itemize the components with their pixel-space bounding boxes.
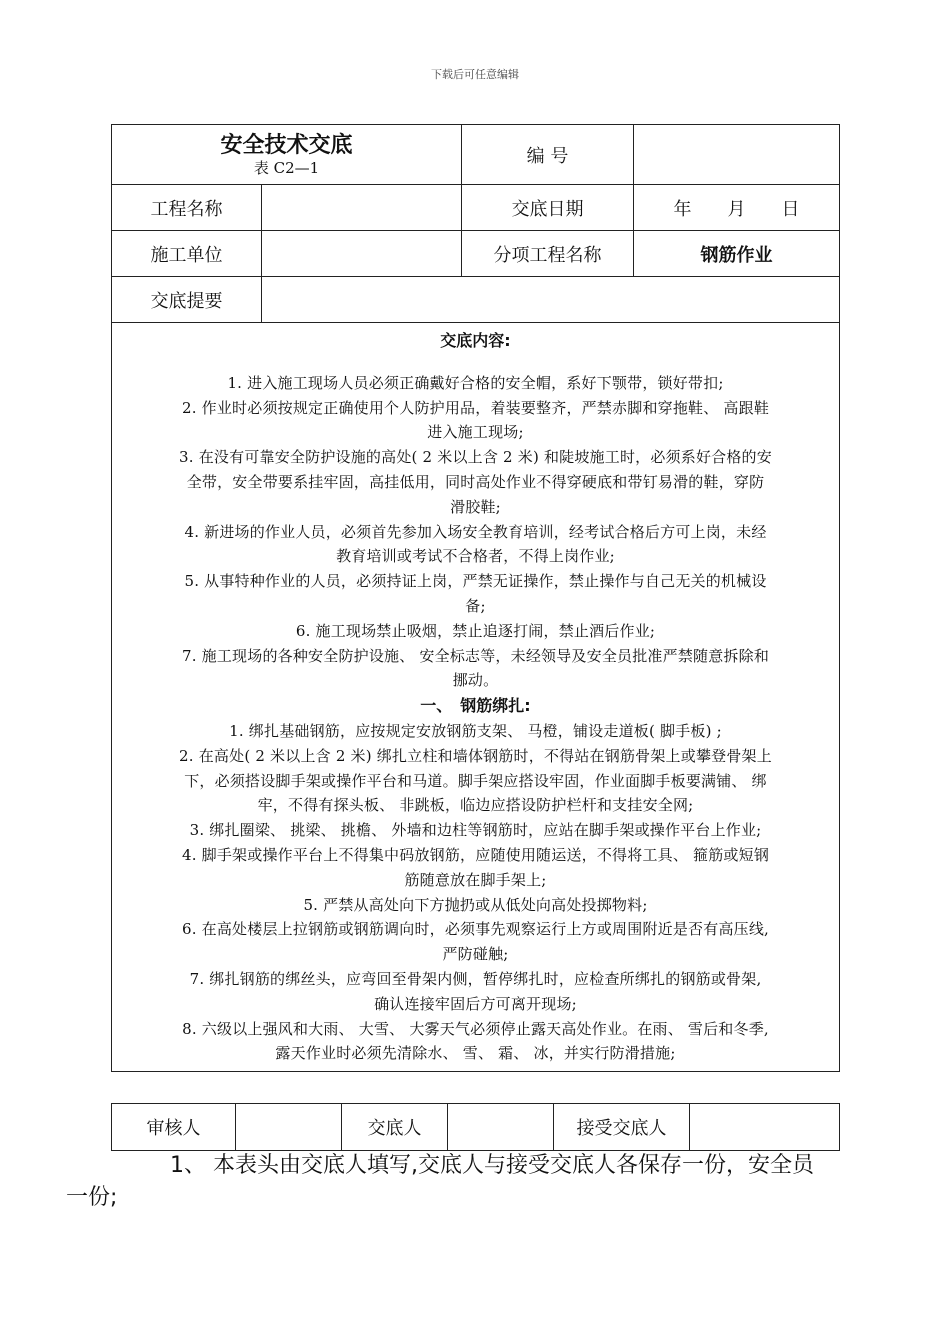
content-line: 挪动。 bbox=[452, 671, 499, 690]
content-line: 4. 脚手架或操作平台上不得集中码放钢筋，应随使用随运送，不得将工具、 箍筋或短钢 bbox=[181, 846, 770, 865]
form-title: 安全技术交底 bbox=[220, 132, 353, 158]
discloser-field[interactable] bbox=[448, 1104, 554, 1151]
content-line: 进入施工现场; bbox=[427, 423, 524, 442]
discloser-label: 交底人 bbox=[342, 1104, 448, 1151]
content-line: 筋随意放在脚手架上; bbox=[404, 870, 547, 889]
safety-disclosure-form bbox=[111, 124, 840, 1072]
content-line: 教育培训或考试不合格者，不得上岗作业; bbox=[336, 547, 615, 566]
summary-label: 交底提要 bbox=[112, 277, 262, 323]
content-line: 5. 从事特种作业的人员，必须持证上岗，严禁无证操作，禁止操作与自己无关的机械设 bbox=[184, 572, 767, 591]
footnote-text: 本表头由交底人填写,交底人与接受交底人各保存一份，安全员一份; bbox=[66, 1153, 814, 1210]
project-name-field[interactable] bbox=[262, 185, 462, 231]
content-line: 1. 进入施工现场人员必须正确戴好合格的安全帽，系好下颚带，锁好带扣; bbox=[227, 373, 724, 392]
construction-unit-label: 施工单位 bbox=[112, 231, 262, 277]
content-line: 严防碰触; bbox=[442, 945, 509, 964]
sub-project-label: 分项工程名称 bbox=[462, 231, 634, 277]
content-line: 4. 新进场的作业人员，必须首先参加入场安全教育培训，经考试合格后方可上岗，未经 bbox=[184, 522, 767, 541]
content-line: 8. 六级以上强风和大雨、 大雪、 大雾天气必须停止露天高处作业。在雨、 雪后和冬季, bbox=[182, 1019, 769, 1038]
form-code: 表 C2—1 bbox=[253, 158, 320, 177]
content-heading: 交底内容: bbox=[440, 330, 511, 350]
project-name-label: 工程名称 bbox=[112, 185, 262, 231]
number-label: 编 号 bbox=[462, 125, 634, 185]
signature-table bbox=[111, 1103, 840, 1151]
content-line: 2. 作业时必须按规定正确使用个人防护用品，着装要整齐，严禁赤脚和穿拖鞋、 高跟鞋 bbox=[181, 398, 770, 417]
content-line: 2. 在高处( 2 米以上含 2 米) 绑扎立柱和墙体钢筋时，不得站在钢筋骨架上或攀登骨架上 bbox=[179, 746, 772, 765]
watermark-text: 下载后可任意编辑 bbox=[431, 68, 519, 81]
receiver-label: 接受交底人 bbox=[554, 1104, 690, 1151]
content-line: 7. 施工现场的各种安全防护设施、 安全标志等，未经领导及安全员批准严禁随意拆除和 bbox=[181, 646, 770, 665]
content-line: 5. 严禁从高处向下方抛扔或从低处向高处投掷物料; bbox=[303, 895, 648, 914]
number-field[interactable] bbox=[634, 125, 840, 185]
content-line: 滑胶鞋; bbox=[450, 497, 501, 516]
disclosure-content bbox=[112, 323, 840, 1072]
content-line: 确认连接牢固后方可离开现场; bbox=[374, 994, 577, 1013]
section-heading: 一、 钢筋绑扎: bbox=[420, 696, 531, 716]
reviewer-label: 审核人 bbox=[112, 1104, 236, 1151]
content-line: 全带，安全带要系挂牢固，高挂低用，同时高处作业不得穿硬底和带钉易滑的鞋，穿防 bbox=[186, 472, 765, 491]
content-line: 3. 在没有可靠安全防护设施的高处( 2 米以上含 2 米) 和陡坡施工时，必须系好合格的安 bbox=[179, 448, 772, 467]
content-line: 7. 绑扎钢筋的绑丝头，应弯回至骨架内侧，暂停绑扎时，应检查所绑扎的钢筋或骨架, bbox=[189, 970, 762, 989]
sub-project-field[interactable]: 钢筋作业 bbox=[634, 231, 840, 277]
date-label: 交底日期 bbox=[462, 185, 634, 231]
rebar-binding-rules bbox=[112, 719, 839, 1066]
content-line: 1. 绑扎基础钢筋，应按规定安放钢筋支架、 马橙，铺设走道板( 脚手板) ; bbox=[229, 722, 722, 741]
content-line: 6. 在高处楼层上拉钢筋或钢筋调向时，必须事先观察运行上方或周围附近是否有高压线, bbox=[181, 920, 770, 939]
content-line: 牢，不得有探头板、 非跳板，临边应搭设防护栏杆和支挂安全网; bbox=[257, 796, 694, 815]
footnote-number: 1、 bbox=[170, 1153, 206, 1178]
construction-unit-field[interactable] bbox=[262, 231, 462, 277]
footnote bbox=[66, 1150, 826, 1214]
reviewer-field[interactable] bbox=[236, 1104, 342, 1151]
content-line: 3. 绑扎圈梁、 挑梁、 挑檐、 外墙和边柱等钢筋时，应站在脚手架或操作平台上作业; bbox=[189, 821, 762, 840]
content-line: 6. 施工现场禁止吸烟，禁止追逐打闹，禁止酒后作业; bbox=[295, 621, 656, 640]
general-rules bbox=[112, 371, 839, 693]
content-line: 露天作业时必须先清除水、 雪、 霜、 冰，并实行防滑措施; bbox=[275, 1044, 676, 1063]
date-field[interactable]: 年 月 日 bbox=[634, 185, 840, 231]
content-line: 备; bbox=[465, 596, 486, 615]
form-title-cell bbox=[112, 125, 462, 185]
content-line: 下，必须搭设脚手架或操作平台和马道。脚手架应搭设牢固，作业面脚手板要满铺、 绑 bbox=[184, 771, 767, 790]
summary-field[interactable] bbox=[262, 277, 840, 323]
receiver-field[interactable] bbox=[690, 1104, 840, 1151]
